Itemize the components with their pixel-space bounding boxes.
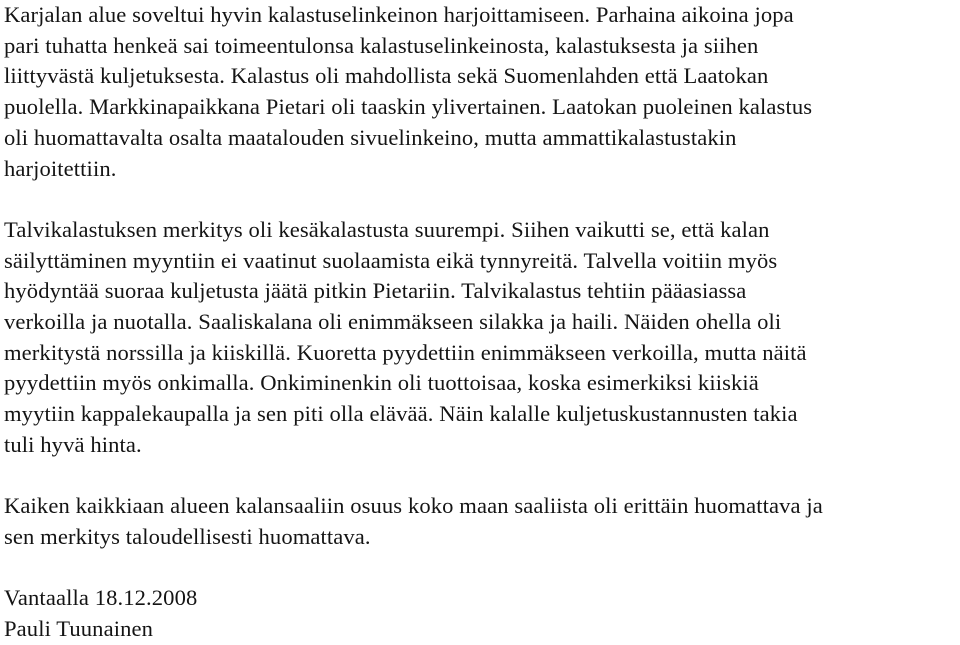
text-line: säilyttäminen myyntiin ei vaatinut suolaamista eikä tynnyreitä. Talvella voitiin myös [4,247,778,273]
text-line: sen merkitys taloudellisesti huomattava. [4,523,371,549]
text-line: liittyvästä kuljetuksesta. Kalastus oli mahdollista sekä Suomenlahden että Laatokan [4,63,769,89]
text-line: pyydettiin myös onkimalla. Onkiminenkin oli tuottoisaa, koska esimerkiksi kiiskiä [4,370,759,396]
place-date: Vantaalla 18.12.2008 [4,585,198,611]
paragraph-spacer [4,553,958,584]
text-line: oli huomattavalta osalta maatalouden sivuelinkeino, mutta ammattikalastustakin [4,124,737,150]
paragraph-fishing-overview [4,0,958,184]
text-line: merkitystä norssilla ja kiiskillä. Kuoretta pyydettiin enimmäkseen verkoilla, mutta näitä [4,339,807,365]
text-line: harjoitettiin. [4,155,117,181]
paragraph-spacer [4,184,958,215]
text-line: Kaiken kaikkiaan alueen kalansaaliin osuus koko maan saaliista oli erittäin huomattava ja [4,493,823,519]
author-name: Pauli Tuunainen [4,616,154,642]
document-body [4,0,958,645]
text-line: puolella. Markkinapaikkana Pietari oli taaskin ylivertainen. Laatokan puoleinen kalastus [4,94,813,120]
paragraph-winter-fishing [4,215,958,461]
text-line: verkoilla ja nuotalla. Saaliskalana oli enimmäkseen silakka ja haili. Näiden ohella oli [4,309,782,335]
text-line: hyödyntää suoraa kuljetusta jäätä pitkin Pietariin. Talvikalastus tehtiin pääasiassa [4,278,747,304]
text-line: tuli hyvä hinta. [4,431,142,457]
text-line: Karjalan alue soveltui hyvin kalastuselinkeinon harjoittamiseen. Parhaina aikoina jopa [4,2,794,27]
paragraph-summary [4,491,958,552]
text-line: myytiin kappalekaupalla ja sen piti olla elävää. Näin kalalle kuljetuskustannusten takia [4,401,798,427]
paragraph-spacer [4,461,958,492]
text-line: Talvikalastuksen merkitys oli kesäkalastusta suurempi. Siihen vaikutti se, että kalan [4,216,770,242]
text-line: pari tuhatta henkeä sai toimeentulonsa kalastuselinkeinosta, kalastuksesta ja siihen [4,32,759,58]
